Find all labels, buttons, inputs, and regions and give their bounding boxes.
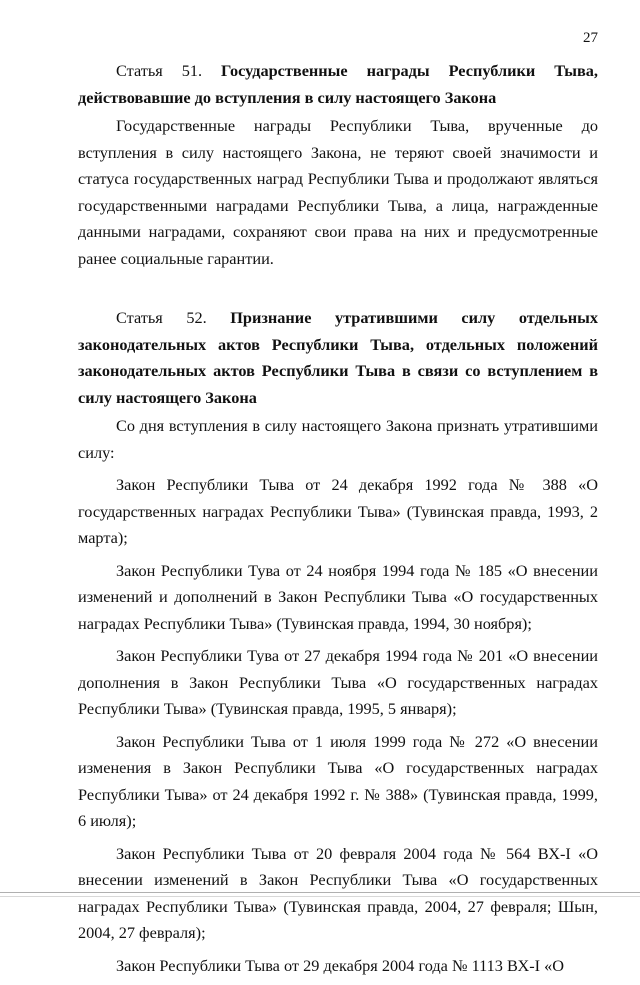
article-52-intro: Со дня вступления в силу настоящего Закона признать утратившими силу: bbox=[78, 416, 598, 462]
page-number: 27 bbox=[583, 30, 598, 46]
law-item: Закон Республики Тыва от 1 июля 1999 года № 272 «О внесении изменения в Закон Республики Тыва «О государственных наградах Республики Тыва» от 24 декабря 1992 г. № 388» (Тувинская правда, 1999, 6 июля); bbox=[78, 731, 598, 830]
article-51-heading bbox=[78, 58, 598, 111]
document-body bbox=[78, 58, 598, 985]
scan-edge-line bbox=[0, 892, 640, 893]
law-item: Закон Республики Тува от 27 декабря 1994 года № 201 «О внесении дополнения в Закон Республики Тыва «О государственных наградах Республики Тыва» (Тувинская правда, 1995, 5 января); bbox=[78, 646, 598, 718]
article-51-number: Статья 51. bbox=[116, 61, 203, 80]
article-52-title: Признание утратившими силу отдельных законодательных актов Республики Тыва, отдельных положений законодательных актов Республики Тыва в связи со вступлением в силу настоящего Закона bbox=[78, 308, 598, 407]
article-spacer bbox=[78, 278, 598, 305]
law-item: Закон Республики Тува от 24 ноября 1994 года № 185 «О внесении изменений и дополнений в Закон Республики Тыва «О государственных наградах Республики Тыва» (Тувинская правда, 1994, 30 ноября); bbox=[78, 560, 598, 633]
article-51 bbox=[78, 58, 598, 272]
article-51-paragraph: Государственные награды Республики Тыва, врученные до вступления в силу настоящего Закона, не теряют своей значимости и статуса государственных наград Республики Тыва и продолжают являться государственными наградами Республики Тыва, а лица, награжденные данными наградами, сохраняют свои права на них и предусмотренные ранее социальные гарантии. bbox=[78, 116, 598, 268]
law-item: Закон Республики Тыва от 29 декабря 2004 года № 1113 ВХ-I «О bbox=[116, 955, 565, 975]
law-item: Закон Республики Тыва от 24 декабря 1992 года № 388 «О государственных наградах Республики Тыва» (Тувинская правда, 1993, 2 марта); bbox=[78, 475, 598, 547]
article-52-heading bbox=[78, 305, 598, 411]
article-52 bbox=[78, 305, 598, 979]
law-item: Закон Республики Тыва от 20 февраля 2004 года № 564 ВХ-I «О внесении изменений в Закон Республики Тыва «О государственных наградах Республики Тыва» (Тувинская правда, 2004, 27 февраля; Шын, 2004, 27 февраля); bbox=[78, 843, 598, 942]
article-51-title: Государственные награды Республики Тыва, действовавшие до вступления в силу настоящего Закона bbox=[78, 61, 598, 107]
scan-edge-line bbox=[0, 896, 640, 897]
article-52-number: Статья 52. bbox=[116, 308, 207, 327]
